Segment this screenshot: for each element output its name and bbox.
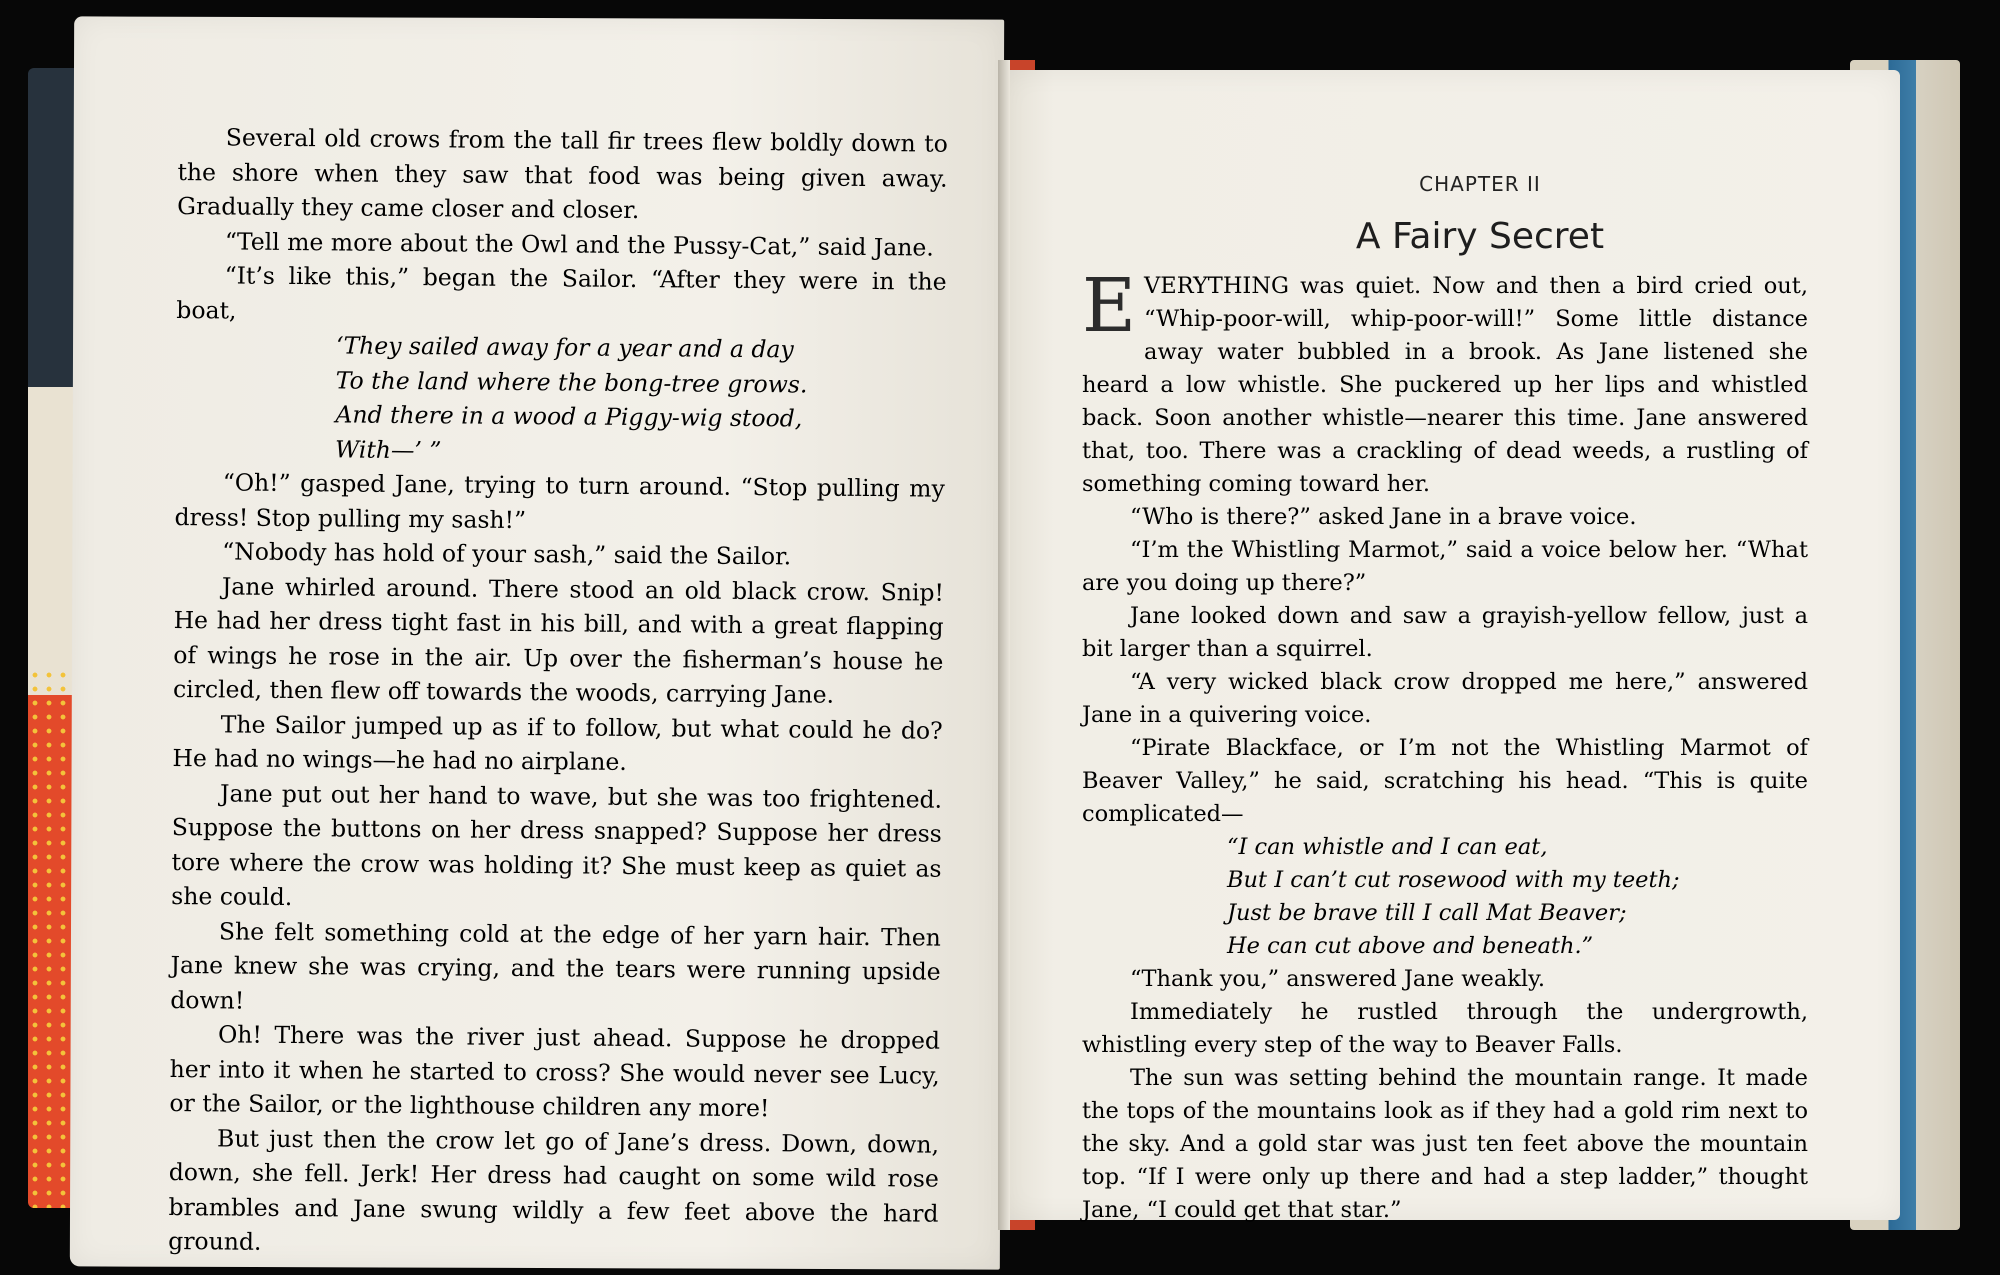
paragraph: “I’m the Whistling Marmot,” said a voice below her. “What are you doing up there?” [1082,537,1808,596]
right-page-text [1082,263,1808,1227]
opening-paragraph [1082,263,1808,501]
paragraph: Jane looked down and saw a grayish-yellow fellow, just a bit larger than a squirrel. [1082,603,1808,662]
paragraph: “Tell me more about the Owl and the Pussy-Cat,” said Jane. [224,226,934,262]
verse-line: ‘They sailed away for a year and a day [335,331,794,364]
verse-line: Just be brave till I call Mat Beaver; [1227,900,1627,926]
left-page-text [168,120,948,1265]
paragraph: “Nobody has hold of your sash,” said the Sailor. [222,537,792,571]
verse-line: To the land where the bong-tree grows. [335,365,808,399]
paragraph: Oh! There was the river just ahead. Suppose he dropped her into it when he started to cross? She would never see Lucy, or the Sailor, or the lighthouse children any more! [169,1020,941,1123]
verse [175,327,946,472]
paragraph: Jane put out her hand to wave, but she was too frightened. Suppose the buttons on her dress snapped? Suppose her dress tore where the crow was holding it? She must keep as quiet as she could. [171,778,943,912]
verse-line: And there in a wood a Piggy-wig stood, [335,400,803,433]
chapter-label: CHAPTER II [1419,172,1541,196]
paragraph: “Thank you,” answered Jane weakly. [1130,966,1545,992]
paragraph: She felt something cold at the edge of her yarn hair. Then Jane knew she was crying, and the tears were running upside down! [170,916,942,1015]
paragraph: The Sailor jumped up as if to follow, but what could he do? He had no wings—he had no airplane. [172,709,943,776]
verse-line: But I can’t cut rosewood with my teeth; [1227,867,1680,893]
verse-line: He can cut above and beneath.” [1227,933,1594,959]
paragraph: But just then the crow let go of Jane’s dress. Down, down, down, she fell. Jerk! Her dress had caught on some wild rose brambles and Jane swung wildly a few feet above the hard ground. [168,1123,940,1256]
opening-paragraph-text: VERYTHING was quiet. Now and then a bird cried out, “Whip-poor-will, whip-poor-will!” Some little distance away water bubbled in a brook. As Jane listened she heard a low whistle. She puckered up her lips and whistled back. Soon another whistle—nearer this time. Jane answered that, too. There was a crackling of dead weeds, a rustling of something coming toward her. [1082,273,1808,497]
verse [1082,831,1808,963]
verse-line: With—’ ” [335,434,442,464]
paragraph: Immediately he rustled through the undergrowth, whistling every step of the way to Beaver Falls. [1082,999,1808,1058]
paragraph: “A very wicked black crow dropped me here,” answered Jane in a quivering voice. [1082,669,1808,728]
paragraph: “Pirate Blackface, or I’m not the Whistling Marmot of Beaver Valley,” he said, scratching his head. “This is quite complicated— [1082,735,1808,827]
paragraph: “It’s like this,” began the Sailor. “After they were in the boat, [176,261,947,325]
chapter-title: A Fairy Secret [1355,216,1605,257]
paragraph: Several old crows from the tall fir trees flew boldly down to the shore when they saw that food was being given away. Gradually they came closer and closer. [177,123,948,225]
page-gutter [998,60,1010,1230]
paragraph: “Oh!” gasped Jane, trying to turn around. “Stop pulling my dress! Stop pulling my sash!” [174,468,945,534]
paragraph: “Who is there?” asked Jane in a brave voice. [1130,504,1637,530]
verse-line: “I can whistle and I can eat, [1227,834,1548,860]
drop-cap: E [1082,263,1137,349]
paragraph: Jane whirled around. There stood an old black crow. Snip! He had her dress tight fast in his bill, and with a great flapping of wings he rose in the air. Up over the fisherman’s house he circled, then flew off towards the woods, carrying Jane. [172,571,945,709]
paragraph: The sun was setting behind the mountain range. It made the tops of the mountains look as if they had a gold rim next to the sky. And a gold star was just ten feet above the mountain top. “If I were only up there and had a step ladder,” thought Jane, “I could get that star.” [1082,1065,1808,1223]
